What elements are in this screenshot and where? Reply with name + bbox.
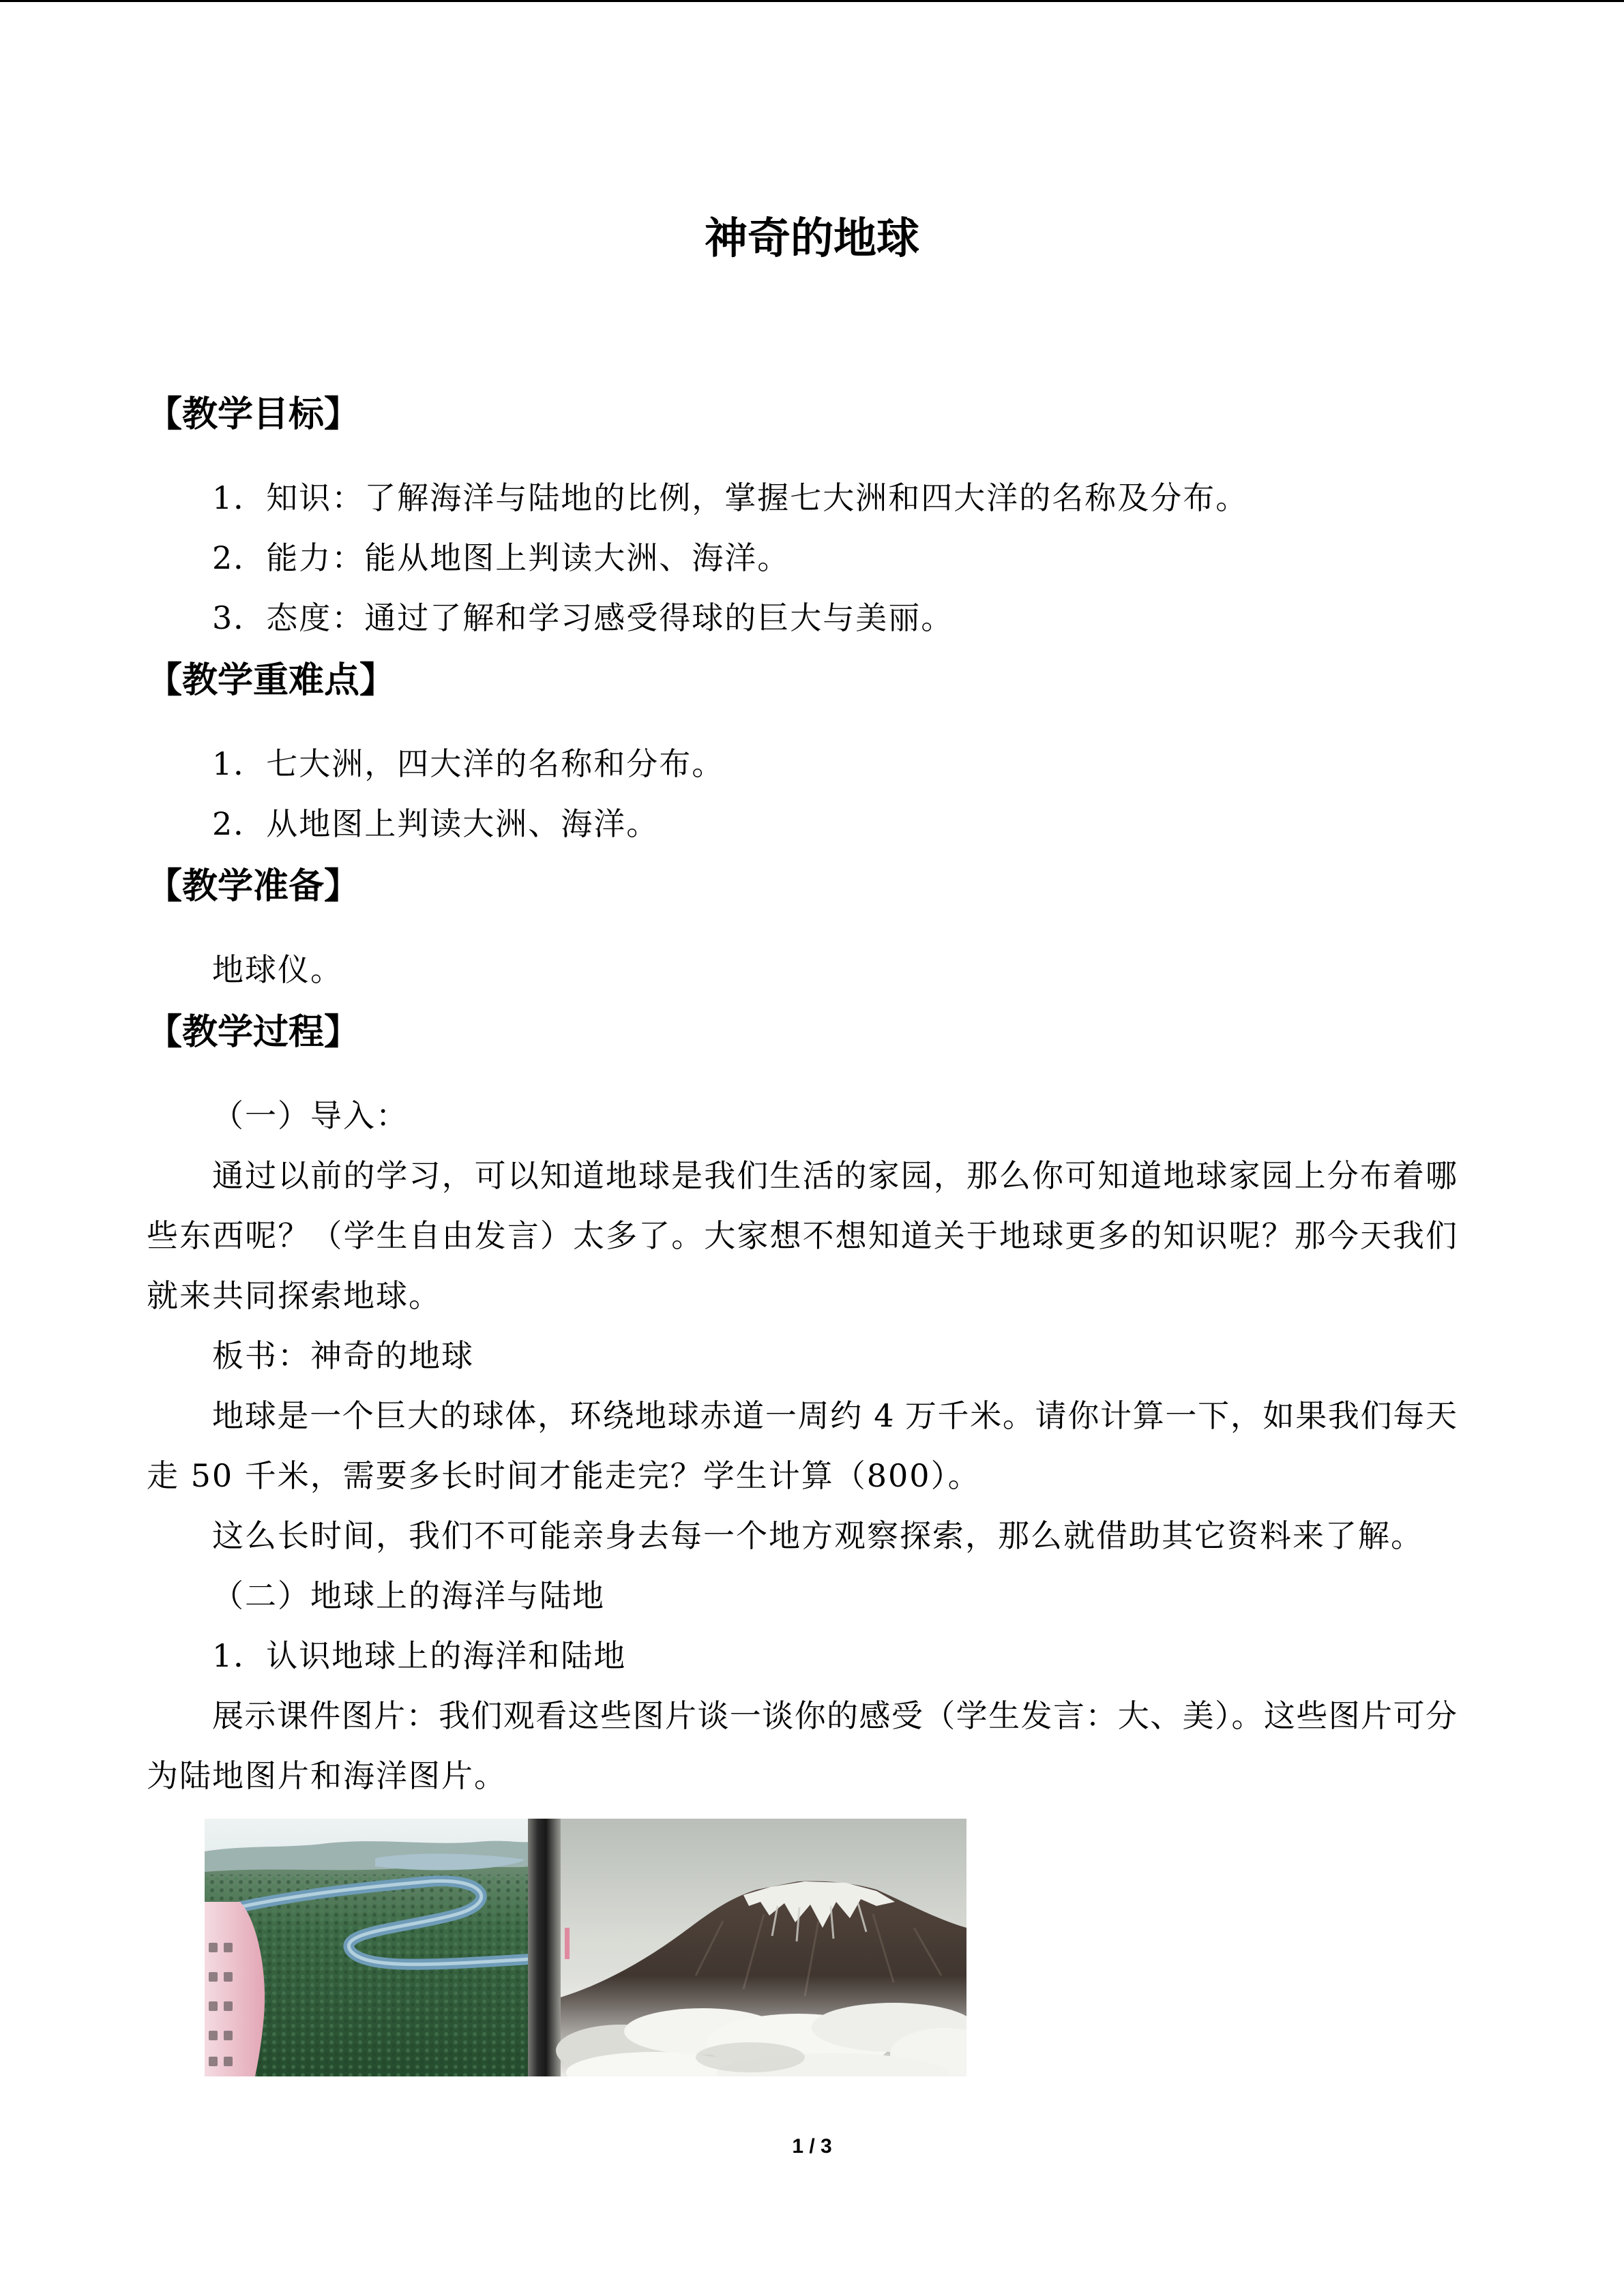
paragraph: [147, 1386, 1457, 1506]
page-title: 神奇的地球: [705, 213, 919, 263]
subheading-ocean-and-land: （二）地球上的海洋与陆地: [212, 1577, 605, 1614]
subheading-introduction: （一）导入：: [212, 1097, 409, 1134]
objective-item-ability: 2．能力：能从地图上判读大洲、海洋。: [212, 539, 791, 576]
paragraph-line: 地球是一个巨大的球体，环绕地球赤道一周约 4 万千米。请你计算一下，如果我们每天: [212, 1397, 1457, 1434]
blackboard-note: 板书：神奇的地球: [212, 1337, 474, 1374]
preparation-item: 地球仪。: [212, 951, 343, 988]
paragraph-line: 展示课件图片：我们观看这些图片谈一谈你的感受（学生发言：大、美）。这些图片可分: [212, 1697, 1457, 1734]
section-key-points: [147, 651, 1457, 854]
paragraph: [147, 1686, 1457, 1806]
pink-bookmark: [565, 1928, 570, 1959]
objective-item-attitude: 3．态度：通过了解和学习感受得球的巨大与美丽。: [212, 599, 954, 636]
paragraph-line: 这么长时间，我们不可能亲身去每一个地方观察探索，那么就借助其它资料来了解。: [212, 1517, 1423, 1554]
page-number: 1 / 3: [792, 2135, 832, 2158]
document-body: [147, 385, 1457, 1806]
paragraph-line: 些东西呢？（学生自由发言）太多了。大家想不想知道关于地球更多的知识呢？那今天我们: [147, 1217, 1457, 1254]
section-process: [147, 1002, 1457, 1806]
mountain-photo: [556, 1819, 966, 2076]
section-objectives: [147, 385, 1457, 648]
section-heading-key-points: 【教学重难点】: [147, 660, 396, 701]
section-heading-preparation: 【教学准备】: [147, 866, 360, 907]
book-spine: [528, 1819, 561, 2076]
paragraph-line: 通过以前的学习，可以知道地球是我们生活的家园，那么你可知道地球家园上分布着哪: [212, 1157, 1457, 1194]
textbook-photo: [205, 1819, 966, 2076]
river-forest-photo: [205, 1819, 530, 2076]
key-point-item: 1．七大洲，四大洋的名称和分布。: [212, 745, 725, 782]
paragraph-line: 就来共同探索地球。: [147, 1277, 441, 1314]
section-heading-objectives: 【教学目标】: [147, 394, 360, 435]
section-heading-process: 【教学过程】: [147, 1012, 360, 1053]
subheading-recognize-ocean-land: 1．认识地球上的海洋和陆地: [212, 1637, 627, 1674]
top-rule: [0, 0, 1624, 2]
paragraph: [147, 1146, 1457, 1326]
objective-item-knowledge: 1．知识：了解海洋与陆地的比例，掌握七大洲和四大洋的名称及分布。: [212, 479, 1249, 516]
key-point-item: 2．从地图上判读大洲、海洋。: [212, 805, 660, 842]
section-preparation: [147, 856, 1457, 1000]
paragraph-line: 为陆地图片和海洋图片。: [147, 1757, 507, 1794]
paragraph-line: 走 50 千米，需要多长时间才能走完？学生计算（800）。: [147, 1457, 981, 1494]
